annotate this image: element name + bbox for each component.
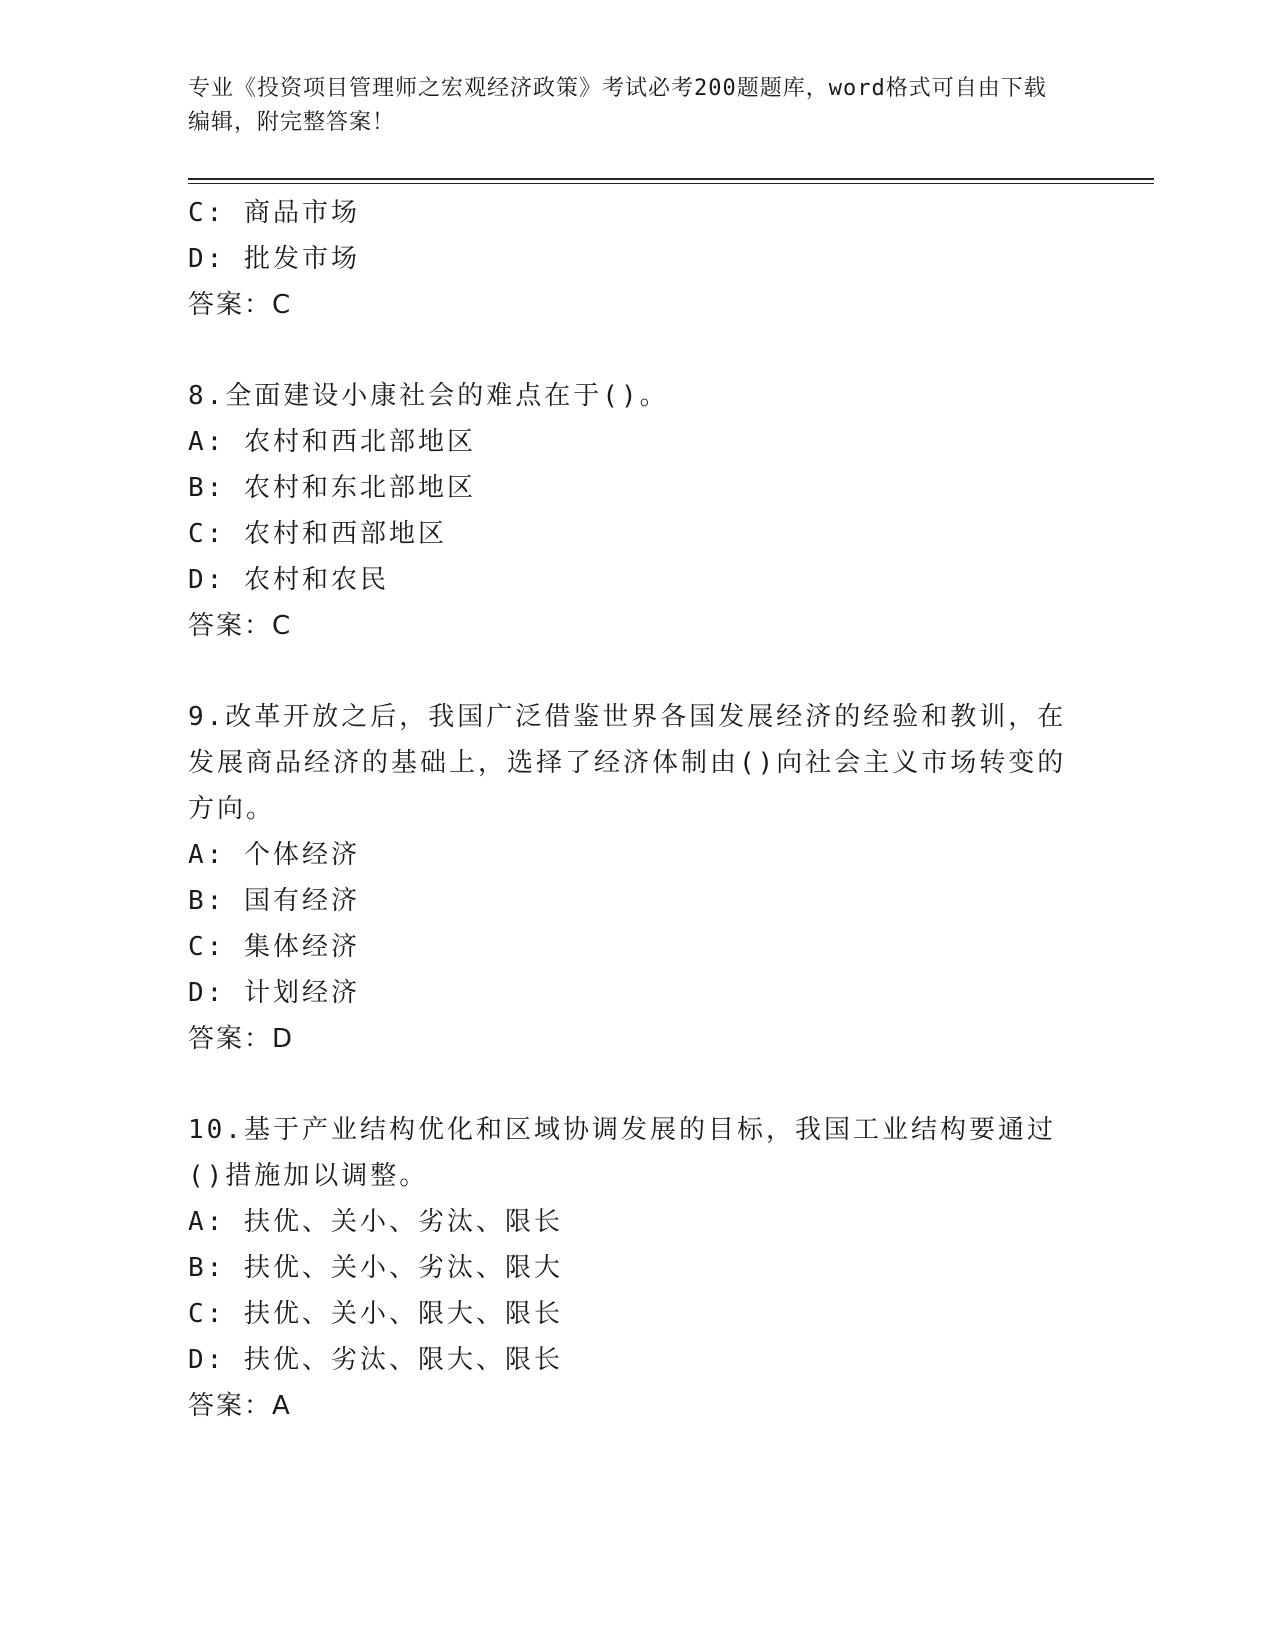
option-b: B: 扶优、关小、劣汰、限大 — [188, 1253, 563, 1283]
answer-line: 答案：C — [188, 611, 293, 641]
option-d: D: 农村和农民 — [188, 565, 389, 595]
option-d: D: 扶优、劣汰、限大、限长 — [188, 1345, 563, 1375]
option-c: C: 农村和西部地区 — [188, 519, 447, 549]
option-b: B: 国有经济 — [188, 886, 360, 916]
question-9 — [188, 694, 1088, 1062]
spacer — [188, 649, 1088, 694]
question-content — [188, 190, 1088, 1429]
option-b: B: 农村和东北部地区 — [188, 473, 476, 503]
spacer — [188, 1062, 1088, 1107]
option-a: A: 农村和西北部地区 — [188, 427, 476, 457]
answer-line: 答案：D — [188, 1024, 295, 1054]
header-rule-thin — [188, 183, 1154, 184]
option-a: A: 个体经济 — [188, 840, 360, 870]
question-stem: 10.基于产业结构优化和区域协调发展的目标，我国工业结构要通过()措施加以调整。 — [188, 1115, 1056, 1191]
answer-line: 答案：A — [188, 1391, 292, 1421]
question-8 — [188, 373, 1088, 649]
question-10 — [188, 1107, 1088, 1429]
carryover-block — [188, 190, 1088, 328]
header-rule-thick — [188, 178, 1154, 180]
question-stem: 8.全面建设小康社会的难点在于()。 — [188, 381, 669, 411]
option-a: A: 扶优、关小、劣汰、限长 — [188, 1207, 563, 1237]
document-header: 专业《投资项目管理师之宏观经济政策》考试必考200题题库，word格式可自由下载编辑，附完整答案！ — [188, 76, 1047, 135]
option-d: D: 批发市场 — [188, 244, 360, 274]
option-d: D: 计划经济 — [188, 978, 360, 1008]
question-stem: 9.改革开放之后，我国广泛借鉴世界各国发展经济的经验和教训，在发展商品经济的基础上，选择了经济体制由()向社会主义市场转变的方向。 — [188, 702, 1067, 824]
answer-line: 答案：C — [188, 290, 293, 320]
option-c: C: 集体经济 — [188, 932, 360, 962]
option-c: C: 扶优、关小、限大、限长 — [188, 1299, 563, 1329]
spacer — [188, 328, 1088, 373]
option-c: C: 商品市场 — [188, 198, 360, 228]
